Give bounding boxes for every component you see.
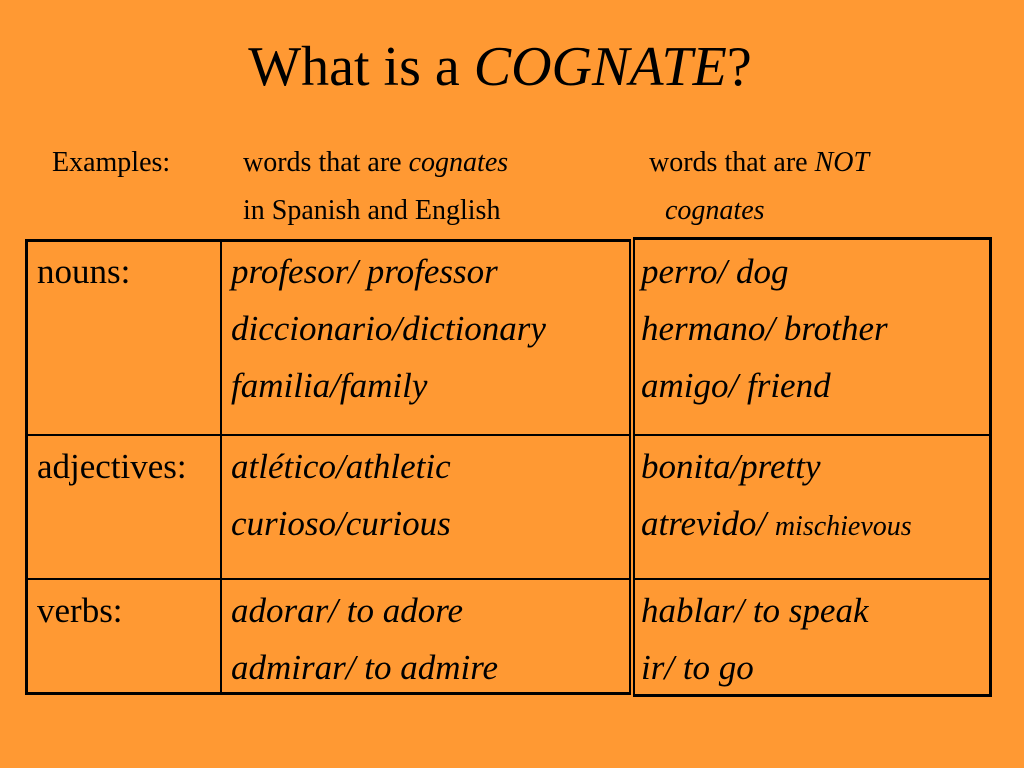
- not-cognates-header-line1: [649, 146, 869, 180]
- nouns-cognate-1: profesor/ professor: [231, 252, 498, 291]
- adjectives-not-cognate-2-english: mischievous: [774, 511, 912, 542]
- cognates-header-text: words that are: [243, 147, 409, 178]
- table-border-top-right: [633, 237, 992, 240]
- table-border-left-of-right: [633, 237, 635, 697]
- cognates-header-line2: in Spanish and English: [243, 195, 501, 226]
- verbs-not-cognate-1: hablar/ to speak: [641, 591, 869, 630]
- adjectives-cognate-2: curioso/curious: [231, 504, 451, 543]
- table-row-divider-1-right: [633, 434, 992, 436]
- category-adjectives: adjectives:: [37, 447, 187, 486]
- title-suffix: ?: [726, 36, 752, 98]
- not-cognates-header-line2-text: cognates: [665, 195, 765, 226]
- table-row-divider-2-right: [633, 578, 992, 580]
- verbs-not-cognate-2: ir/ to go: [641, 648, 754, 687]
- nouns-cognate-3: familia/family: [231, 366, 428, 405]
- table-border-top-left: [25, 239, 631, 242]
- verbs-cognate-2: admirar/ to admire: [231, 648, 499, 687]
- not-cognates-header-emphasis: NOT: [814, 147, 870, 178]
- adjectives-not-cognate-2: [641, 495, 912, 556]
- table-col-divider-1: [220, 239, 222, 695]
- table-col-divider-2: [629, 239, 631, 695]
- title-prefix: What is a: [248, 36, 474, 98]
- verbs-cognate-1: adorar/ to adore: [231, 591, 464, 630]
- examples-label: Examples:: [52, 147, 171, 178]
- adjectives-not-cognate-2-spanish: atrevido/: [641, 504, 775, 543]
- nouns-not-cognate-1: perro/ dog: [641, 252, 789, 291]
- cognates-header-emphasis: cognates: [408, 147, 509, 178]
- not-cognates-header-line2: [665, 194, 765, 228]
- title-emphasis: COGNATE: [473, 36, 727, 98]
- table-border-left: [25, 239, 28, 695]
- adjectives-cognate-1: atlético/athletic: [231, 447, 451, 486]
- table-row-divider-2-left: [25, 578, 631, 580]
- nouns-cognate-2: diccionario/dictionary: [231, 309, 546, 348]
- adjectives-not-cognate-1: bonita/pretty: [641, 447, 821, 486]
- table-border-right: [989, 237, 992, 697]
- table-row-divider-1-left: [25, 434, 631, 436]
- not-cognates-header-text: words that are: [649, 147, 815, 178]
- cognates-header-line1: [243, 146, 508, 180]
- nouns-not-cognate-2: hermano/ brother: [641, 309, 888, 348]
- slide-title: [0, 32, 1000, 102]
- category-verbs: verbs:: [37, 591, 123, 630]
- nouns-not-cognate-3: amigo/ friend: [641, 366, 831, 405]
- category-nouns: nouns:: [37, 252, 131, 291]
